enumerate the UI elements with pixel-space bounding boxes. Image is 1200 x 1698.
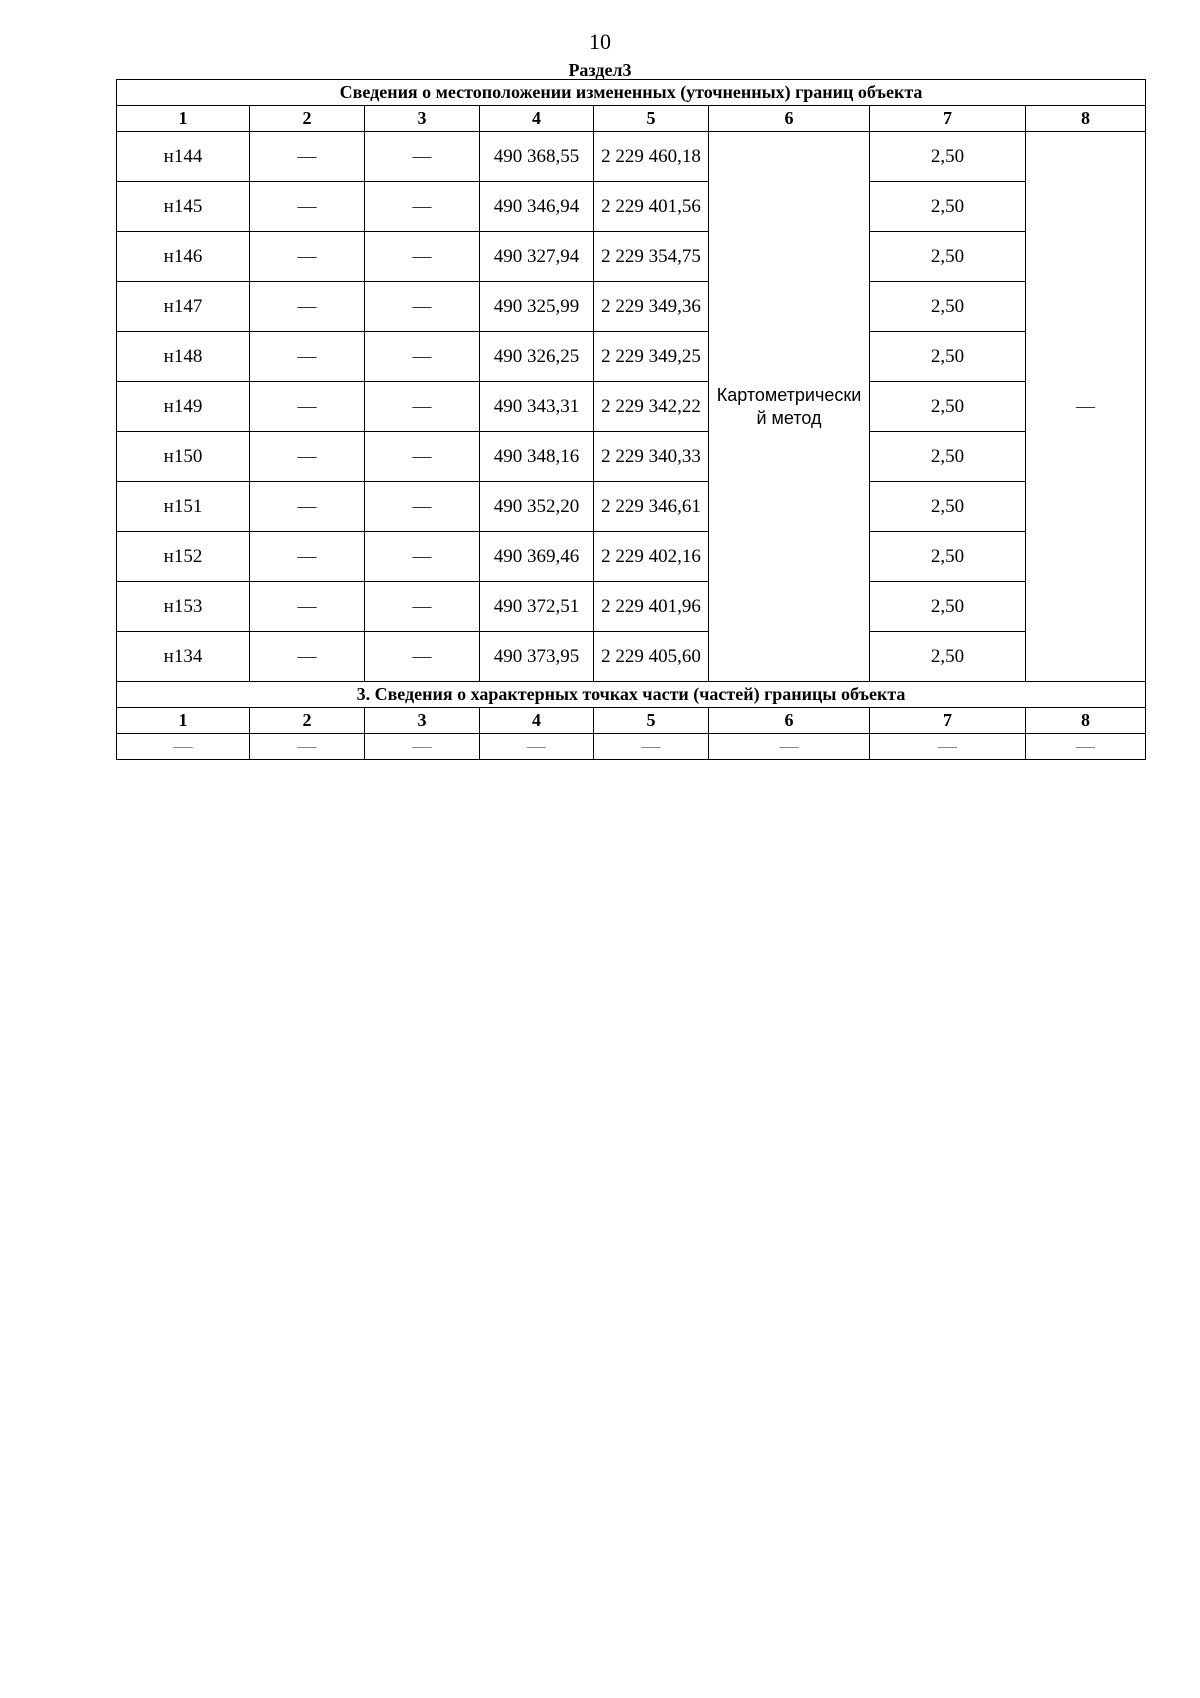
table-row [117,582,1146,632]
coord-y: 2 229 405,60 [594,632,709,682]
cell-dash: — [250,382,365,432]
column-number: 4 [480,708,594,734]
method-line-2: й метод [756,407,822,428]
point-name: н152 [117,532,250,582]
coord-x: 490 327,94 [480,232,594,282]
column-number: 2 [250,106,365,132]
table2-column-numbers [117,708,1146,734]
method-line-1: Картометрически [716,384,862,405]
coord-x: 490 326,25 [480,332,594,382]
coord-y: 2 229 346,61 [594,482,709,532]
point-name: н149 [117,382,250,432]
accuracy: 2,50 [870,632,1026,682]
point-name: н147 [117,282,250,332]
table-row [117,432,1146,482]
cell-dash: — [365,432,480,482]
col8-cell: — [1026,132,1146,682]
cell-dash: — [250,532,365,582]
coord-y: 2 229 401,56 [594,182,709,232]
cell-dash: — [250,632,365,682]
coord-y: 2 229 342,22 [594,382,709,432]
coord-x: 490 352,20 [480,482,594,532]
column-number: 5 [594,106,709,132]
method-cell [709,132,870,682]
accuracy: 2,50 [870,232,1026,282]
accuracy: 2,50 [870,582,1026,632]
cell-dash: — [365,734,480,760]
cell-dash: — [365,532,480,582]
table-row [117,282,1146,332]
section-title: Раздел3 [568,60,632,80]
cell-dash: — [250,182,365,232]
point-name: н148 [117,332,250,382]
cell-dash: — [250,132,365,182]
cell-dash: — [365,632,480,682]
cell-dash: — [365,482,480,532]
cell-dash: — [117,734,250,760]
cell-dash: — [250,734,365,760]
cell-dash: — [365,382,480,432]
cell-dash: — [594,734,709,760]
coord-y: 2 229 460,18 [594,132,709,182]
column-number: 4 [480,106,594,132]
coord-y: 2 229 340,33 [594,432,709,482]
point-name: н144 [117,132,250,182]
point-name: н145 [117,182,250,232]
cell-dash: — [709,734,870,760]
point-name: н134 [117,632,250,682]
accuracy: 2,50 [870,482,1026,532]
accuracy: 2,50 [870,132,1026,182]
column-number: 6 [709,708,870,734]
coord-x: 490 372,51 [480,582,594,632]
page-number: 10 [589,29,611,54]
point-name: н151 [117,482,250,532]
column-number: 7 [870,708,1026,734]
accuracy: 2,50 [870,382,1026,432]
table1-column-numbers [117,106,1146,132]
column-number: 6 [709,106,870,132]
column-number: 1 [117,106,250,132]
coord-y: 2 229 354,75 [594,232,709,282]
cell-dash: — [250,432,365,482]
cell-dash: — [250,282,365,332]
cell-dash: — [365,582,480,632]
coord-x: 490 325,99 [480,282,594,332]
accuracy: 2,50 [870,432,1026,482]
point-name: н153 [117,582,250,632]
coord-y: 2 229 349,36 [594,282,709,332]
coord-x: 490 369,46 [480,532,594,582]
coord-x: 490 373,95 [480,632,594,682]
cell-dash: — [870,734,1026,760]
coord-y: 2 229 401,96 [594,582,709,632]
cell-dash: — [250,582,365,632]
column-number: 3 [365,106,480,132]
coord-x: 490 348,16 [480,432,594,482]
column-number: 2 [250,708,365,734]
cell-dash: — [365,132,480,182]
column-number: 1 [117,708,250,734]
column-number: 3 [365,708,480,734]
table-row [117,332,1146,382]
accuracy: 2,50 [870,182,1026,232]
boundary-table [116,79,1146,760]
table-row [117,482,1146,532]
column-number: 5 [594,708,709,734]
table-row [117,382,1146,432]
accuracy: 2,50 [870,332,1026,382]
column-number: 8 [1026,106,1146,132]
coord-x: 490 368,55 [480,132,594,182]
table-row [117,632,1146,682]
table2-empty-row [117,734,1146,760]
coord-y: 2 229 402,16 [594,532,709,582]
table-row [117,232,1146,282]
table1-caption-row [117,80,1146,106]
table-row [117,182,1146,232]
point-name: н150 [117,432,250,482]
cell-dash: — [480,734,594,760]
cell-dash: — [365,332,480,382]
table2-caption-row [117,682,1146,708]
coord-x: 490 343,31 [480,382,594,432]
table2-caption: 3. Сведения о характерных точках части (частей) границы объекта [117,682,1146,708]
table1-caption: Сведения о местоположении измененных (уточненных) границ объекта [117,80,1146,106]
column-number: 7 [870,106,1026,132]
cell-dash: — [250,482,365,532]
cell-dash: — [365,282,480,332]
coord-y: 2 229 349,25 [594,332,709,382]
table-row [117,532,1146,582]
point-name: н146 [117,232,250,282]
accuracy: 2,50 [870,532,1026,582]
coord-x: 490 346,94 [480,182,594,232]
cell-dash: — [250,232,365,282]
accuracy: 2,50 [870,282,1026,332]
cell-dash: — [1026,734,1146,760]
cell-dash: — [250,332,365,382]
cell-dash: — [365,182,480,232]
cell-dash: — [365,232,480,282]
table-row [117,132,1146,182]
column-number: 8 [1026,708,1146,734]
